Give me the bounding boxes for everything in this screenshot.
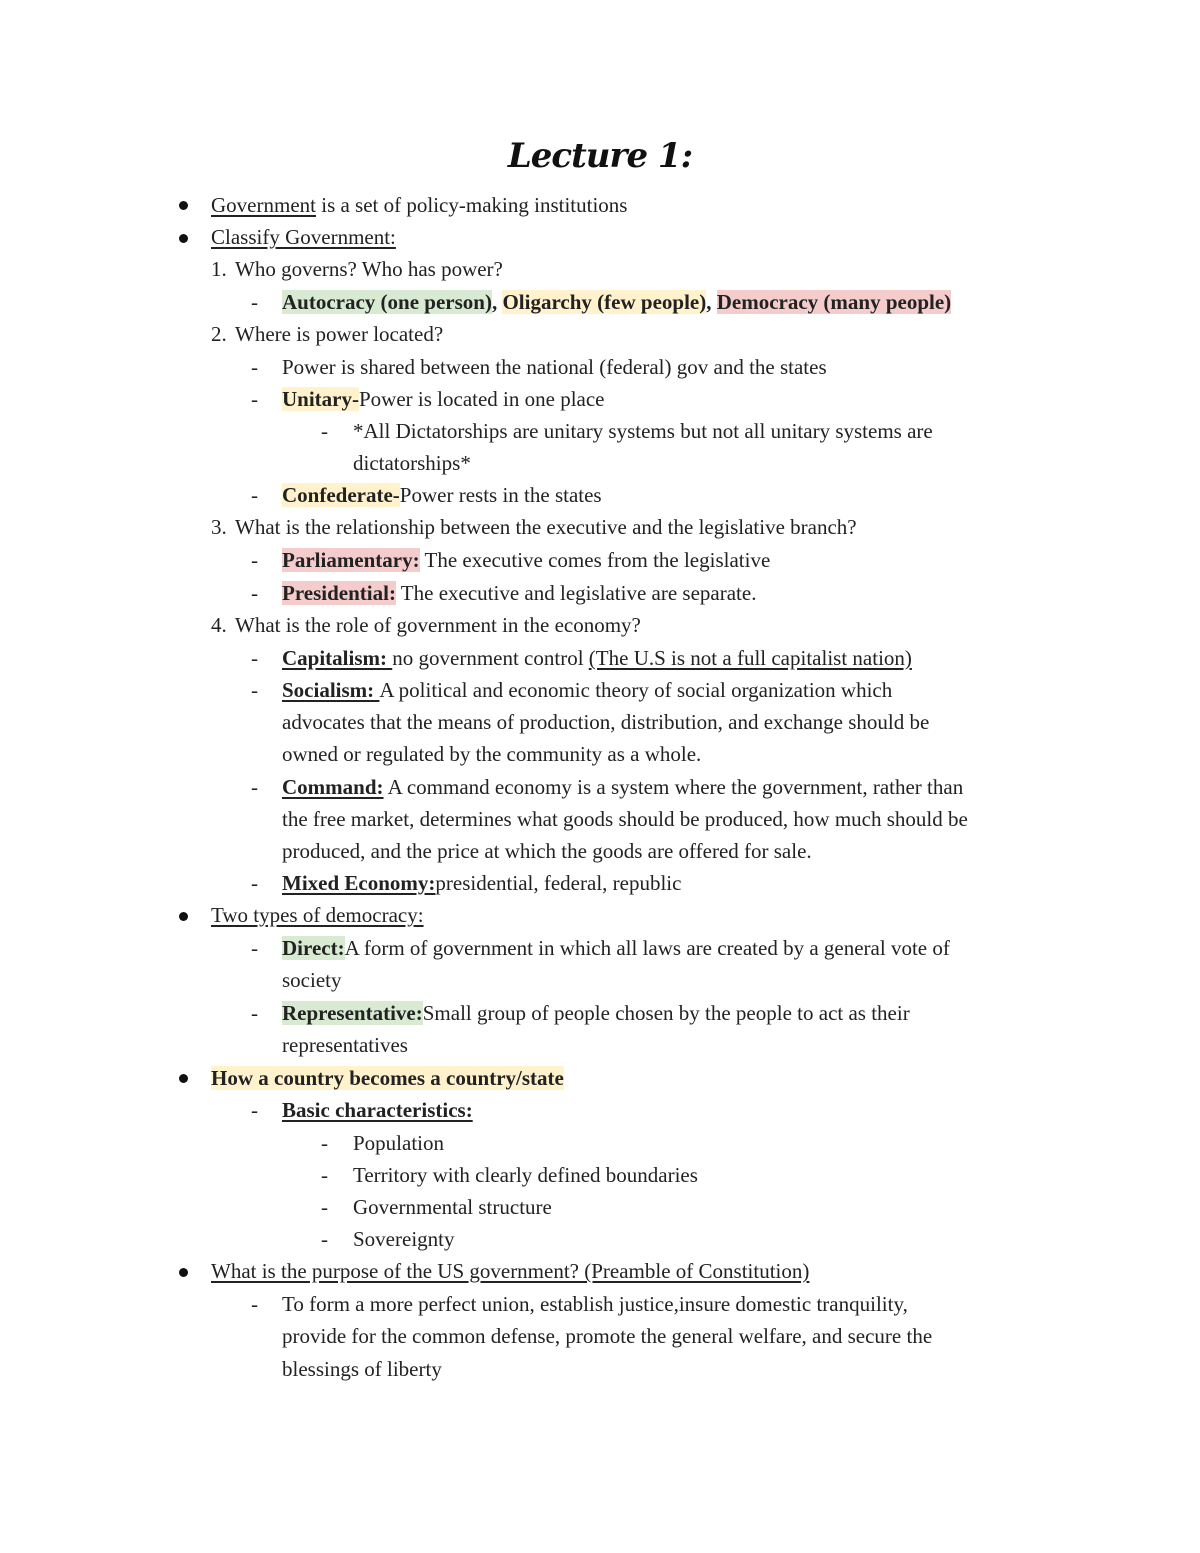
government-term: Government	[211, 193, 316, 217]
dash-icon: -	[251, 387, 258, 411]
dash-icon: -	[251, 1001, 258, 1025]
country-heading: How a country becomes a country/state	[211, 1066, 564, 1090]
dash-icon: -	[251, 483, 258, 507]
unitary-item: Unitary-Power is located in one place	[282, 387, 605, 411]
representative-term: Representative:	[282, 1001, 423, 1025]
page-title: Lecture 1:	[507, 136, 693, 176]
democracy-highlight: Democracy (many people)	[716, 290, 952, 314]
purpose-line3: blessings of liberty	[282, 1357, 442, 1381]
dash-icon: -	[251, 646, 258, 670]
representative-line1: Representative:Small group of people chosen by the people to act as their	[282, 1001, 910, 1025]
purpose-line1: To form a more perfect union, establish justice,insure domestic tranquility,	[282, 1292, 908, 1316]
q1-number: 1.	[211, 257, 227, 281]
q2-text: Where is power located?	[235, 322, 444, 346]
dash-icon: -	[251, 678, 258, 702]
direct-term: Direct:	[282, 936, 345, 960]
bullet-icon	[179, 1268, 188, 1277]
dash-icon: -	[321, 1227, 328, 1251]
dictatorship-note-line2: dictatorships*	[353, 451, 471, 475]
presidential-item: Presidential: The executive and legislative are separate.	[282, 581, 757, 605]
country-heading-line	[211, 1064, 564, 1092]
dash-icon: -	[321, 419, 328, 443]
dash-icon: -	[251, 775, 258, 799]
confederate-term: Confederate-	[282, 483, 400, 507]
capitalism-item: Capitalism: no government control (The U.S is not a full capitalist nation)	[282, 646, 912, 670]
command-line2: the free market, determines what goods should be produced, how much should be	[282, 807, 968, 831]
bullet-icon	[179, 234, 188, 243]
dash-icon: -	[321, 1195, 328, 1219]
purpose-heading: What is the purpose of the US government? (Preamble of Constitution)	[211, 1259, 810, 1283]
q4-number: 4.	[211, 613, 227, 637]
q3-text: What is the relationship between the executive and the legislative branch?	[235, 515, 857, 539]
characteristic-item: Sovereignty	[353, 1227, 455, 1251]
dash-icon: -	[251, 548, 258, 572]
dash-icon: -	[251, 1098, 258, 1122]
direct-line1: Direct:A form of government in which all laws are created by a general vote of	[282, 936, 950, 960]
socialism-term: Socialism:	[282, 678, 380, 702]
socialism-line2: advocates that the means of production, distribution, and exchange should be	[282, 710, 930, 734]
basic-characteristics: Basic characteristics:	[282, 1098, 473, 1122]
government-definition: Government is a set of policy-making institutions	[211, 193, 628, 217]
capitalism-note: (The U.S is not a full capitalist nation)	[588, 646, 912, 670]
federal-item: Power is shared between the national (federal) gov and the states	[282, 355, 827, 379]
classify-heading: Classify Government:	[211, 225, 396, 249]
command-line1: Command: A command economy is a system where the government, rather than	[282, 775, 964, 799]
unitary-term: Unitary-	[282, 387, 359, 411]
q1-answer: Autocracy (one person), Oligarchy (few people), Democracy (many people)	[282, 290, 952, 314]
confederate-item: Confederate-Power rests in the states	[282, 483, 602, 507]
purpose-line2: provide for the common defense, promote the general welfare, and secure the	[282, 1324, 933, 1348]
bullet-icon	[179, 201, 188, 210]
q1-text: Who governs? Who has power?	[235, 257, 503, 281]
characteristic-item: Governmental structure	[353, 1195, 552, 1219]
democracy-types-heading: Two types of democracy:	[211, 903, 424, 927]
dash-icon: -	[321, 1163, 328, 1187]
dash-icon: -	[251, 936, 258, 960]
dictatorship-note-line1: *All Dictatorships are unitary systems but not all unitary systems are	[353, 419, 933, 443]
oligarchy-highlight: Oligarchy (few people)	[502, 290, 707, 314]
dash-icon: -	[251, 355, 258, 379]
bullet-icon	[179, 1074, 188, 1083]
mixed-economy-item: Mixed Economy:presidential, federal, republic	[282, 871, 682, 895]
direct-line2: society	[282, 968, 342, 992]
capitalism-term: Capitalism:	[282, 646, 393, 670]
command-line3: produced, and the price at which the goods are offered for sale.	[282, 839, 812, 863]
q3-number: 3.	[211, 515, 227, 539]
socialism-line3: owned or regulated by the community as a whole.	[282, 742, 702, 766]
representative-line2: representatives	[282, 1033, 408, 1057]
mixed-economy-term: Mixed Economy:	[282, 871, 436, 895]
bullet-icon	[179, 912, 188, 921]
presidential-term: Presidential:	[282, 581, 396, 605]
dash-icon: -	[251, 290, 258, 314]
parliamentary-item: Parliamentary: The executive comes from the legislative	[282, 548, 771, 572]
parliamentary-term: Parliamentary:	[282, 548, 420, 572]
characteristic-item: Population	[353, 1131, 445, 1155]
dash-icon: -	[251, 871, 258, 895]
q4-text: What is the role of government in the economy?	[235, 613, 641, 637]
socialism-line1: Socialism: A political and economic theory of social organization which	[282, 678, 893, 702]
dash-icon: -	[251, 1292, 258, 1316]
autocracy-highlight: Autocracy (one person)	[282, 290, 492, 314]
dash-icon: -	[251, 581, 258, 605]
command-term: Command:	[282, 775, 384, 799]
q2-number: 2.	[211, 322, 227, 346]
dash-icon: -	[321, 1131, 328, 1155]
characteristic-item: Territory with clearly defined boundaries	[353, 1163, 698, 1187]
